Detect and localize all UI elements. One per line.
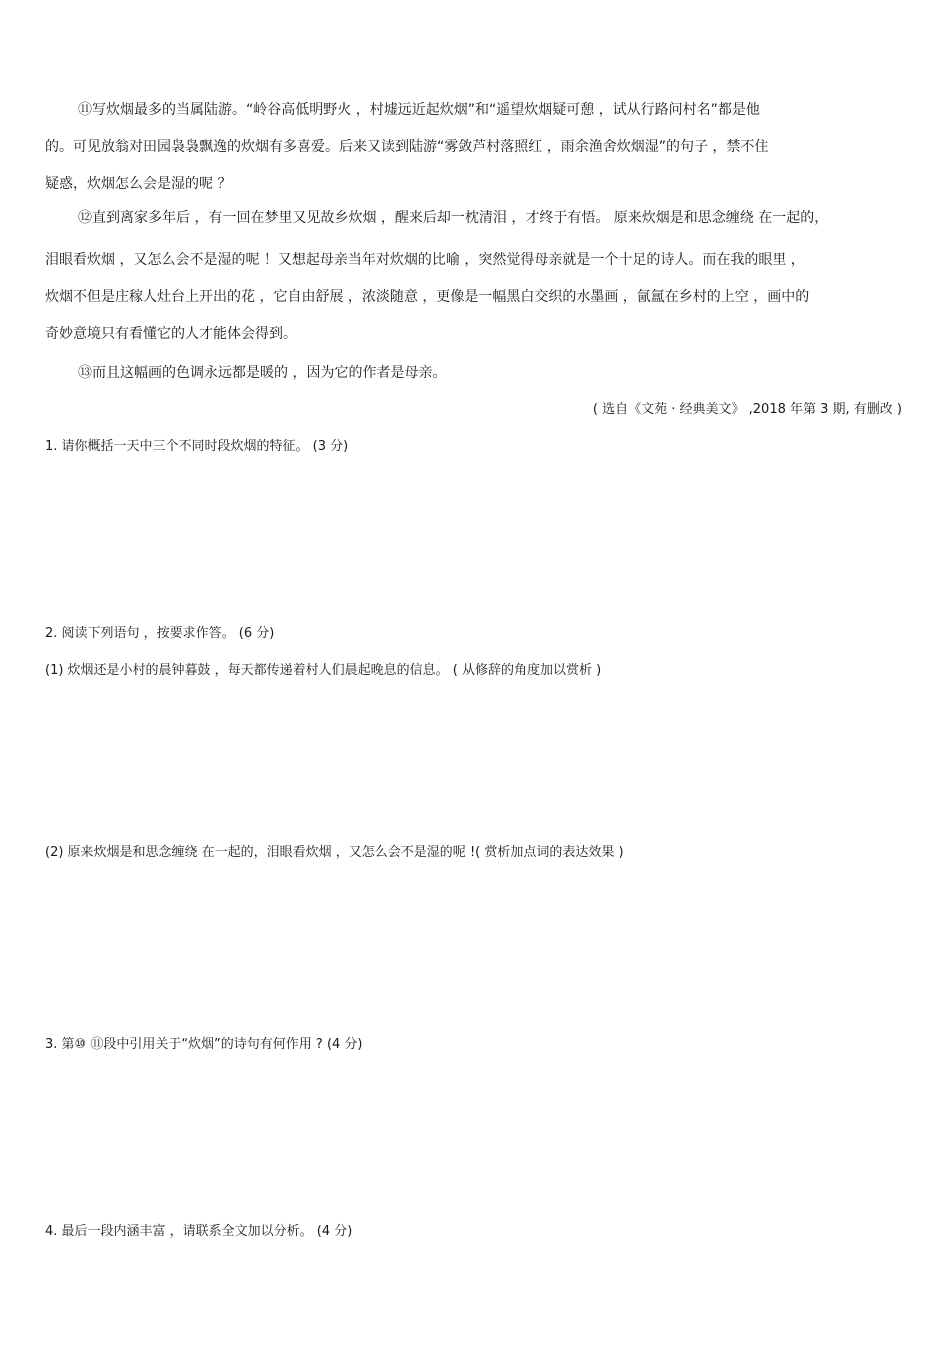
paragraph-11-line-1: ⑪写炊烟最多的当属陆游。“岭谷高低明野火 ，村墟远近起炊烟”和“遥望炊烟疑可憩 ，试从行路问村名”都是他 [78, 102, 760, 118]
paragraph-12-line-2: 泪眼看炊烟 ，又怎么会不是湿的呢 ！又想起母亲当年对炊烟的比喻 ，突然觉得母亲就是一个十足的诗人。而在我的眼里 ， [45, 252, 805, 268]
question-2: 2. 阅读下列语句 ，按要求作答。 (6 分) [45, 626, 275, 641]
article-source: ( 选自《文苑 · 经典美文》 ,2018 年第 3 期, 有删改 ) [592, 402, 902, 417]
paragraph-12-line-1: ⑫直到离家多年后 ，有一回在梦里又见故乡炊烟 ，醒来后却一枕清泪 ，才终于有悟。 原来炊烟是和思念缠绕 在一起的， [78, 210, 829, 226]
question-4: 4. 最后一段内涵丰富 ，请联系全文加以分析。 (4 分) [45, 1224, 353, 1239]
paragraph-13-line-1: ⑬而且这幅画的色调永远都是暖的 ，因为它的作者是母亲。 [78, 365, 447, 381]
question-2-sub-1: (1) 炊烟还是小村的晨钟暮鼓 ，每天都传递着村人们晨起晚息的信息。 ( 从修辞的角度加以赏析 ) [45, 663, 602, 678]
paragraph-12-line-4: 奇妙意境只有看懂它的人才能体会得到。 [45, 326, 297, 342]
paragraph-11-line-3: 疑惑，炊烟怎么会是湿的呢 ？ [45, 176, 232, 192]
question-1: 1. 请你概括一天中三个不同时段炊烟的特征。 (3 分) [45, 439, 349, 454]
paragraph-12-line-3: 炊烟不但是庄稼人灶台上开出的花 ，它自由舒展 ，浓淡随意 ，更像是一幅黑白交织的水墨画 ，氤氲在乡村的上空 ，画中的 [45, 289, 810, 305]
paragraph-11-line-2: 的。可见放翁对田园袅袅飘逸的炊烟有多喜爱。后来又读到陆游“雾敛芦村落照红 ，雨余渔舍炊烟湿”的句子 ，禁不住 [45, 139, 769, 155]
question-2-sub-2: (2) 原来炊烟是和思念缠绕 在一起的，泪眼看炊烟 ，又怎么会不是湿的呢 !( 赏析加点词的表达效果 ) [45, 845, 624, 860]
question-3: 3. 第⑩ ⑪段中引用关于“炊烟”的诗句有何作用 ? (4 分) [45, 1037, 363, 1052]
